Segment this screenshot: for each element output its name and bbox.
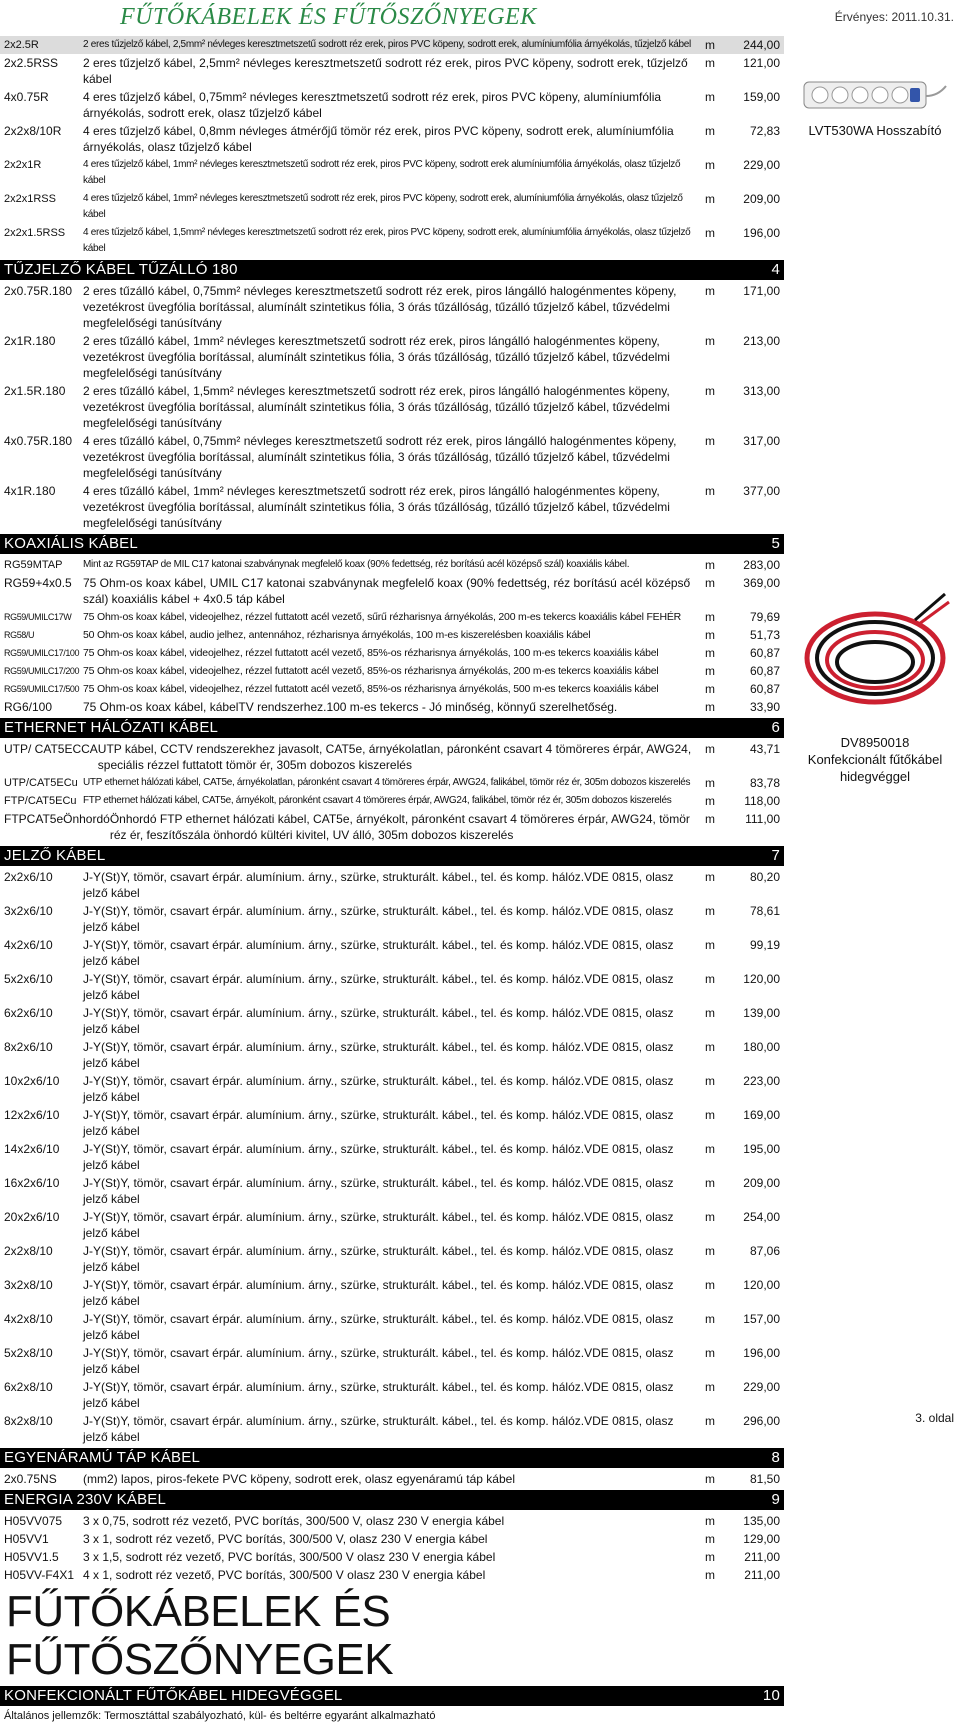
price: 157,00: [743, 1312, 780, 1326]
product-description: J-Y(St)Y, tömör, csavart érpár. alumínium. árny., szürke, strukturált. kábel., tel. és komp. hálóz.VDE 0815, olasz jelző kábel: [83, 1142, 674, 1172]
unit: m: [705, 226, 715, 240]
product-description: J-Y(St)Y, tömör, csavart érpár. alumínium. árny., szürke, strukturált. kábel., tel. és komp. hálóz.VDE 0815, olasz jelző kábel: [83, 1278, 674, 1308]
unit: m: [705, 284, 715, 298]
price: 60,87: [749, 646, 780, 660]
product-code: RG59/UMILC17/500: [4, 684, 80, 694]
product-code: 2x2x1.5RSS: [4, 227, 66, 239]
product-description: 4 eres tűzjelző kábel, 1mm² névleges keresztmetszetű sodrott réz erek, piros PVC köpeny, sodrott erek alumíniumfólia árnyékolás, olasz tűzjelző kábel: [83, 159, 681, 186]
product-description: 3 x 1, sodrott réz vezető, PVC borítás, 300/500 V, olasz 230 V energia kábel: [83, 1532, 488, 1546]
section-header-7: JELZŐ KÁBEL 7: [0, 846, 784, 866]
table-row: [0, 556, 784, 574]
unit: m: [705, 38, 715, 52]
unit: m: [705, 334, 715, 348]
product-code: H05VV1: [4, 1532, 49, 1546]
product-code: 2x2.5R: [4, 39, 39, 51]
section-header-4: TŰZJELZŐ KÁBEL TŰZÁLLÓ 180 4: [0, 260, 784, 280]
unit: m: [705, 1142, 715, 1156]
table-row: [0, 1310, 784, 1344]
product-code: RG59/UMILC17/100: [4, 648, 80, 658]
price: 283,00: [743, 558, 780, 572]
product-code: RG59/UMILC17W: [4, 612, 72, 622]
price: 111,00: [745, 812, 780, 826]
product-code: 12x2x6/10: [4, 1108, 60, 1122]
table-row: [0, 608, 784, 626]
price: 296,00: [743, 1414, 780, 1428]
product-description: 4 x 1, sodrott réz vezető, PVC borítás, 300/500 V olasz 230 V energia kábel: [83, 1568, 486, 1582]
table-row: [0, 1412, 784, 1446]
product-code: 4x0.75R.180: [4, 434, 73, 448]
table-row: [0, 122, 784, 156]
table-row: [0, 88, 784, 122]
unit: m: [705, 1074, 715, 1088]
heating-cable-image: [795, 580, 955, 730]
unit: m: [705, 776, 715, 790]
price: 209,00: [743, 192, 780, 206]
page-number: 3. oldal: [915, 1411, 954, 1425]
unit: m: [705, 558, 715, 572]
table-row: [0, 190, 784, 224]
product-description: 2 eres tűzálló kábel, 0,75mm² névleges keresztmetszetű sodrott réz erek, piros lángálló halogénmentes köpeny, vezetékrost üvegfólia borítással, alumínált szintetikus fólia, 3 órás tűzállóság, tűzálló tűzjelző kábel, tűzvédelmi megfelelőségi tanúsítvány: [83, 284, 677, 330]
unit: m: [705, 700, 715, 714]
table-row: [0, 224, 784, 258]
product-code: 4x2x6/10: [4, 938, 53, 952]
product-description: J-Y(St)Y, tömör, csavart érpár. alumínium. árny., szürke, strukturált. kábel., tel. és komp. hálóz.VDE 0815, olasz jelző kábel: [83, 1108, 674, 1138]
unit: m: [705, 124, 715, 138]
product-description: J-Y(St)Y, tömör, csavart érpár. alumínium. árny., szürke, strukturált. kábel., tel. és komp. hálóz.VDE 0815, olasz jelző kábel: [83, 1312, 674, 1342]
table-row: [0, 740, 784, 774]
power-strip-image: [800, 74, 950, 118]
unit: m: [705, 1312, 715, 1326]
product-description: J-Y(St)Y, tömör, csavart érpár. alumínium. árny., szürke, strukturált. kábel., tel. és komp. hálóz.VDE 0815, olasz jelző kábel: [83, 1244, 674, 1274]
product-code: 10x2x6/10: [4, 1074, 60, 1088]
product-code: FTPCAT5eÖnhordó: [4, 812, 110, 826]
validity-date: Érvényes: 2011.10.31.: [834, 10, 954, 24]
product-description: (mm2) lapos, piros-fekete PVC köpeny, sodrott erek, olasz egyenáramú táp kábel: [83, 1472, 515, 1486]
product-description: 75 Ohm-os koax kábel, videojelhez, rézzel futtatott acél vezető, sűrű rézharisnya árnyékolás, 200 m-es tekercs koaxiális kábel FEHÉR: [83, 611, 682, 623]
product-description: 75 Ohm-os koax kábel, kábelTV rendszerhez.100 m-es tekercs - Jó minőség, könnyű szerelhetőség.: [83, 700, 618, 714]
price: 196,00: [743, 1346, 780, 1360]
table-row: [0, 54, 784, 88]
price: 171,00: [743, 284, 780, 298]
product-code: 16x2x6/10: [4, 1176, 60, 1190]
price: 211,00: [744, 1568, 780, 1582]
price: 83,78: [749, 776, 780, 790]
table-row: [0, 774, 784, 792]
table-row: [0, 1072, 784, 1106]
cable-caption-code: DV8950018: [840, 735, 910, 750]
table-row: [0, 1470, 784, 1488]
table-row: [0, 868, 784, 902]
product-code: 4x1R.180: [4, 484, 56, 498]
product-code: 2x2x8/10R: [4, 124, 62, 138]
product-code: UTP/CAT5ECu: [4, 777, 78, 789]
product-description: 75 Ohm-os koax kábel, videojelhez, rézzel futtatott acél vezető, 85%-os rézharisnya árnyékolás, 200 m-es tekercs koaxiális kábel: [83, 665, 659, 677]
table-row: [0, 680, 784, 698]
product-code: 2x2x8/10: [4, 1244, 53, 1258]
product-code: 3x2x6/10: [4, 904, 53, 918]
table-row: [0, 1566, 784, 1584]
price-list: [0, 36, 784, 1724]
table-row: [0, 626, 784, 644]
table-row: [0, 1208, 784, 1242]
product-description: 2 eres tűzálló kábel, 1,5mm² névleges keresztmetszetű sodrott réz erek, piros lángálló halogénmentes köpeny, vezetékrost üvegfólia borítással, alumínált szintetikus fólia, 3 órás tűzállóság, tűzálló tűzjelző kábel, tűzvédelmi megfelelőségi tanúsítvány: [83, 384, 670, 430]
product-description: 4 eres tűzálló kábel, 0,75mm² névleges keresztmetszetű sodrott réz erek, piros lángálló halogénmentes köpeny, vezetékrost üvegfólia borítással, alumínált szintetikus fólia, 3 órás tűzállóság, tűzálló tűzjelző kábel, tűzvédelmi megfelelőségi tanúsítvány: [83, 434, 677, 480]
price: 377,00: [743, 484, 780, 498]
unit: m: [705, 576, 715, 590]
table-row: [0, 382, 784, 432]
unit: m: [705, 870, 715, 884]
price: 78,61: [749, 904, 780, 918]
product-description: J-Y(St)Y, tömör, csavart érpár. alumínium. árny., szürke, strukturált. kábel., tel. és komp. hálóz.VDE 0815, olasz jelző kábel: [83, 1040, 674, 1070]
page-header: [0, 0, 960, 36]
rows-section-9: [0, 1512, 784, 1584]
product-code: 2x2.5RSS: [4, 56, 59, 70]
table-row: [0, 432, 784, 482]
unit: m: [705, 1278, 715, 1292]
table-row: [0, 902, 784, 936]
product-description: J-Y(St)Y, tömör, csavart érpár. alumínium. árny., szürke, strukturált. kábel., tel. és komp. hálóz.VDE 0815, olasz jelző kábel: [83, 870, 674, 900]
unit: m: [705, 90, 715, 104]
table-row: [0, 662, 784, 680]
product-description: J-Y(St)Y, tömör, csavart érpár. alumínium. árny., szürke, strukturált. kábel., tel. és komp. hálóz.VDE 0815, olasz jelző kábel: [83, 1006, 674, 1036]
price: 120,00: [743, 972, 780, 986]
table-row: [0, 1106, 784, 1140]
price: 129,00: [743, 1532, 780, 1546]
unit: m: [705, 1414, 715, 1428]
unit: m: [705, 434, 715, 448]
product-description: J-Y(St)Y, tömör, csavart érpár. alumínium. árny., szürke, strukturált. kábel., tel. és komp. hálóz.VDE 0815, olasz jelző kábel: [83, 972, 674, 1002]
unit: m: [705, 1346, 715, 1360]
product-description: 4 eres tűzjelző kábel, 0,75mm² névleges keresztmetszetű sodrott réz erek, piros PVC köpeny, alumíniumfólia árnyékolás, sodrott erek, olasz tűzjelző kábel: [83, 90, 662, 120]
table-row: [0, 482, 784, 532]
price: 159,00: [743, 90, 780, 104]
unit: m: [705, 812, 715, 826]
table-row: [0, 1276, 784, 1310]
product-description: J-Y(St)Y, tömör, csavart érpár. alumínium. árny., szürke, strukturált. kábel., tel. és komp. hálóz.VDE 0815, olasz jelző kábel: [83, 1380, 674, 1410]
price: 213,00: [743, 334, 780, 348]
unit: m: [705, 484, 715, 498]
unit: m: [705, 56, 715, 70]
product-code: UTP/ CAT5ECCA: [4, 742, 98, 756]
product-code: 2x1R.180: [4, 334, 56, 348]
price: 118,00: [744, 794, 780, 808]
table-row: [0, 1004, 784, 1038]
unit: m: [705, 938, 715, 952]
unit: m: [705, 1040, 715, 1054]
table-row: [0, 1038, 784, 1072]
product-code: 2x0.75R.180: [4, 284, 73, 298]
price: 33,90: [749, 700, 780, 714]
table-row: [0, 1378, 784, 1412]
product-code: 2x2x1R: [4, 159, 42, 171]
section-header-10: KONFEKCIONÁLT FŰTŐKÁBEL HIDEGVÉGGEL 10: [0, 1686, 784, 1706]
unit: m: [705, 192, 715, 206]
price: 254,00: [743, 1210, 780, 1224]
price: 79,69: [749, 610, 780, 624]
price: 99,19: [749, 938, 780, 952]
unit: m: [705, 1380, 715, 1394]
price: 51,73: [749, 628, 780, 642]
price: 60,87: [749, 682, 780, 696]
table-row: [0, 1548, 784, 1566]
table-row: [0, 156, 784, 190]
product-description: J-Y(St)Y, tömör, csavart érpár. alumínium. árny., szürke, strukturált. kábel., tel. és komp. hálóz.VDE 0815, olasz jelző kábel: [83, 1346, 674, 1376]
unit: m: [705, 158, 715, 172]
table-row: [0, 810, 784, 844]
unit: m: [705, 1244, 715, 1258]
rows-top: [0, 36, 784, 258]
unit: m: [705, 794, 715, 808]
product-code: RG6/100: [4, 700, 53, 714]
price: 81,50: [749, 1472, 780, 1486]
product-description: 4 eres tűzálló kábel, 1mm² névleges keresztmetszetű sodrott réz erek, piros lángálló halogénmentes köpeny, vezetékrost üvegfólia borítással, alumínált szintetikus fólia, 3 órás tűzállóság, tűzálló tűzjelző kábel, tűzvédelmi megfelelőségi tanúsítvány: [83, 484, 670, 530]
product-code: 14x2x6/10: [4, 1142, 60, 1156]
price: 211,00: [744, 1550, 780, 1564]
product-description: 4 eres tűzjelző kábel, 1,5mm² névleges keresztmetszetű sodrott réz erek, piros PVC köpeny, sodrott erek, alumíniumfólia árnyékolás, olasz tűzjelző kábel: [83, 227, 691, 254]
table-row: [0, 936, 784, 970]
price: 139,00: [743, 1006, 780, 1020]
product-description: J-Y(St)Y, tömör, csavart érpár. alumínium. árny., szürke, strukturált. kábel., tel. és komp. hálóz.VDE 0815, olasz jelző kábel: [83, 938, 674, 968]
price: 120,00: [743, 1278, 780, 1292]
product-description: 50 Ohm-os koax kábel, audio jelhez, antennához, rézharisnya árnyékolás, 100 m-es kiszerelésben koaxiális kábel: [83, 629, 591, 641]
product-code: 6x2x6/10: [4, 1006, 53, 1020]
product-description: 75 Ohm-os koax kábel, UMIL C17 katonai szabványnak megfelelő koax (90% fedettség, réz borítású acél középső szál) koaxiális kábel + 4x0.5 táp kábel: [83, 576, 691, 606]
table-row: [0, 698, 784, 716]
table-row: [0, 644, 784, 662]
price: 80,20: [749, 870, 780, 884]
unit: m: [705, 904, 715, 918]
product-description: 4 eres tűzjelző kábel, 0,8mm névleges átmérőjű tömör réz erek, piros PVC köpeny, sodrott erek, alumíniumfólia árnyékolás, olasz tűzjelző kábel: [83, 124, 674, 154]
section-header-5: KOAXIÁLIS KÁBEL 5: [0, 534, 784, 554]
product-code: RG58/U: [4, 630, 35, 640]
product-code: FTP/CAT5ECu: [4, 795, 77, 807]
section-header-9: ENERGIA 230V KÁBEL 9: [0, 1490, 784, 1510]
product-description: 2 eres tűzjelző kábel, 2,5mm² névleges keresztmetszetű sodrott réz erek, piros PVC köpeny, sodrott erek, alumíniumfólia árnyékolás, tűzjelző kábel: [83, 39, 691, 50]
product-code: 4x0.75R: [4, 90, 49, 104]
rows-section-7: [0, 868, 784, 1446]
product-description: 3 x 0,75, sodrott réz vezető, PVC borítás, 300/500 V, olasz 230 V energia kábel: [83, 1514, 505, 1528]
price: 135,00: [743, 1514, 780, 1528]
unit: m: [705, 972, 715, 986]
big-title: FŰTŐKÁBELEK ÉS FŰTŐSZŐNYEGEK: [6, 1587, 394, 1684]
footnote: Általános jellemzők: Termosztáttal szabályozható, kül- és beltérre egyaránt alkalmazható: [4, 1710, 436, 1722]
product-description: J-Y(St)Y, tömör, csavart érpár. alumínium. árny., szürke, strukturált. kábel., tel. és komp. hálóz.VDE 0815, olasz jelző kábel: [83, 904, 674, 934]
unit: m: [705, 1532, 715, 1546]
product-code: 20x2x6/10: [4, 1210, 60, 1224]
product-code: 8x2x6/10: [4, 1040, 53, 1054]
price: 169,00: [743, 1108, 780, 1122]
product-code: H05VV-F4X1: [4, 1568, 75, 1582]
rows-section-8: [0, 1470, 784, 1488]
rows-section-4: [0, 282, 784, 532]
product-description: 2 eres tűzjelző kábel, 2,5mm² névleges keresztmetszetű sodrott réz erek, piros PVC köpeny, sodrott erek, tűzjelző kábel: [83, 56, 688, 86]
price: 195,00: [743, 1142, 780, 1156]
product-code: 6x2x8/10: [4, 1380, 53, 1394]
product-description: UTP ethernet hálózati kábel, CAT5e, árnyékolatlan, páronként csavart 4 tömöreres érpár, AWG24, falikábel, tömör réz ér, 305m dobozos kiszerelés: [83, 777, 691, 788]
rows-section-5: [0, 556, 784, 716]
price: 244,00: [743, 38, 780, 52]
extension-caption: LVT530WA Hosszabító: [808, 123, 942, 138]
cable-caption-desc: Konfekcionált fűtőkábel hidegvéggel: [807, 752, 943, 784]
unit: m: [705, 682, 715, 696]
product-code: 3x2x8/10: [4, 1278, 53, 1292]
product-description: J-Y(St)Y, tömör, csavart érpár. alumínium. árny., szürke, strukturált. kábel., tel. és komp. hálóz.VDE 0815, olasz jelző kábel: [83, 1210, 674, 1240]
table-row: [0, 1512, 784, 1530]
product-description: Önhordó FTP ethernet hálózati kábel, CAT5e, árnyékolt, páronként csavart 4 tömöreres érpár, AWG24, tömör réz ér, feszítőszála önhordó kültéri kivitel, UV álló, 305m dobozos kiszerelés: [109, 812, 690, 842]
product-description: J-Y(St)Y, tömör, csavart érpár. alumínium. árny., szürke, strukturált. kábel., tel. és komp. hálóz.VDE 0815, olasz jelző kábel: [83, 1414, 674, 1444]
table-row: [0, 282, 784, 332]
price: 43,71: [749, 742, 780, 756]
unit: m: [705, 742, 715, 756]
price: 313,00: [743, 384, 780, 398]
table-row: [0, 574, 784, 608]
product-code: 2x2x1RSS: [4, 193, 56, 205]
table-row: [0, 1242, 784, 1276]
table-row: [0, 1344, 784, 1378]
price: 223,00: [743, 1074, 780, 1088]
table-row: [0, 36, 784, 54]
price: 229,00: [743, 1380, 780, 1394]
price: 196,00: [743, 226, 780, 240]
price: 72,83: [749, 124, 780, 138]
product-description: 75 Ohm-os koax kábel, videojelhez, rézzel futtatott acél vezető, 85%-os rézharisnya árnyékolás, 100 m-es tekercs koaxiális kábel: [83, 647, 659, 659]
product-code: 5x2x8/10: [4, 1346, 53, 1360]
product-description: Mint az RG59TAP de MIL C17 katonai szabványnak megfelelő koax (90% fedettség, réz borítású acél középső szál) koaxiális kábel.: [83, 559, 630, 570]
table-row: [0, 1530, 784, 1548]
product-description: 3 x 1,5, sodrott réz vezető, PVC borítás, 300/500 V olasz 230 V energia kábel: [83, 1550, 496, 1564]
product-code: 5x2x6/10: [4, 972, 53, 986]
table-row: [0, 970, 784, 1004]
unit: m: [705, 628, 715, 642]
unit: m: [705, 610, 715, 624]
price: 180,00: [743, 1040, 780, 1054]
price: 121,00: [743, 56, 780, 70]
product-code: 2x2x6/10: [4, 870, 53, 884]
unit: m: [705, 1210, 715, 1224]
unit: m: [705, 1472, 715, 1486]
product-code: 4x2x8/10: [4, 1312, 53, 1326]
product-description: 2 eres tűzálló kábel, 1mm² névleges keresztmetszetű sodrott réz erek, piros lángálló halogénmentes köpeny, vezetékrost üvegfólia borítással, alumínált szintetikus fólia, 3 órás tűzállóság, tűzálló tűzjelző kábel, tűzvédelmi megfelelőségi tanúsítvány: [83, 334, 670, 380]
section-header-8: EGYENÁRAMÚ TÁP KÁBEL 8: [0, 1448, 784, 1468]
heating-cable-product: [790, 580, 960, 785]
product-code: H05VV1.5: [4, 1550, 59, 1564]
product-code: 8x2x8/10: [4, 1414, 53, 1428]
product-code: RG59MTAP: [4, 559, 63, 571]
product-code: H05VV075: [4, 1514, 63, 1528]
unit: m: [705, 1108, 715, 1122]
extension-product: [790, 74, 960, 139]
table-row: [0, 1174, 784, 1208]
unit: m: [705, 1176, 715, 1190]
product-code: RG59/UMILC17/200: [4, 666, 80, 676]
price: 87,06: [749, 1244, 780, 1258]
product-description: 4 eres tűzjelző kábel, 1mm² névleges keresztmetszetű sodrott réz erek, piros PVC köpeny, sodrott erek, alumíniumfólia árnyékolás, olasz tűzjelző kábel: [83, 193, 683, 220]
product-code: 2x1.5R.180: [4, 384, 66, 398]
product-description: J-Y(St)Y, tömör, csavart érpár. alumínium. árny., szürke, strukturált. kábel., tel. és komp. hálóz.VDE 0815, olasz jelző kábel: [83, 1176, 674, 1206]
unit: m: [705, 1550, 715, 1564]
product-description: UTP kábel, CCTV rendszerekhez javasolt, CAT5e, árnyékolatlan, páronként csavart 4 tömöreres érpár, AWG24, speciális rézzel futtatott tömör ér, 305m dobozos kiszerelés: [97, 742, 692, 772]
price: 209,00: [743, 1176, 780, 1190]
price: 317,00: [743, 434, 780, 448]
unit: m: [705, 646, 715, 660]
price: 229,00: [743, 158, 780, 172]
price: 60,87: [749, 664, 780, 678]
header-title: FŰTŐKÁBELEK ÉS FŰTŐSZŐNYEGEK: [120, 4, 537, 30]
product-description: FTP ethernet hálózati kábel, CAT5e, árnyékolt, páronként csavart 4 tömöreres érpár, AWG24, falikábel, tömör réz ér, 305m dobozos kiszerelés: [83, 795, 672, 806]
product-description: 75 Ohm-os koax kábel, videojelhez, rézzel futtatott acél vezető, 85%-os rézharisnya árnyékolás, 500 m-es tekercs koaxiális kábel: [83, 683, 659, 695]
section-header-6: ETHERNET HÁLÓZATI KÁBEL 6: [0, 718, 784, 738]
table-row: [0, 1140, 784, 1174]
table-row: [0, 332, 784, 382]
product-code: 2x0.75NS: [4, 1472, 57, 1486]
unit: m: [705, 1568, 715, 1582]
unit: m: [705, 384, 715, 398]
unit: m: [705, 1006, 715, 1020]
table-row: [0, 792, 784, 810]
rows-section-6: [0, 740, 784, 844]
price: 369,00: [743, 576, 780, 590]
unit: m: [705, 664, 715, 678]
unit: m: [705, 1514, 715, 1528]
product-code: RG59+4x0.5: [4, 576, 72, 590]
product-description: J-Y(St)Y, tömör, csavart érpár. alumínium. árny., szürke, strukturált. kábel., tel. és komp. hálóz.VDE 0815, olasz jelző kábel: [83, 1074, 674, 1104]
